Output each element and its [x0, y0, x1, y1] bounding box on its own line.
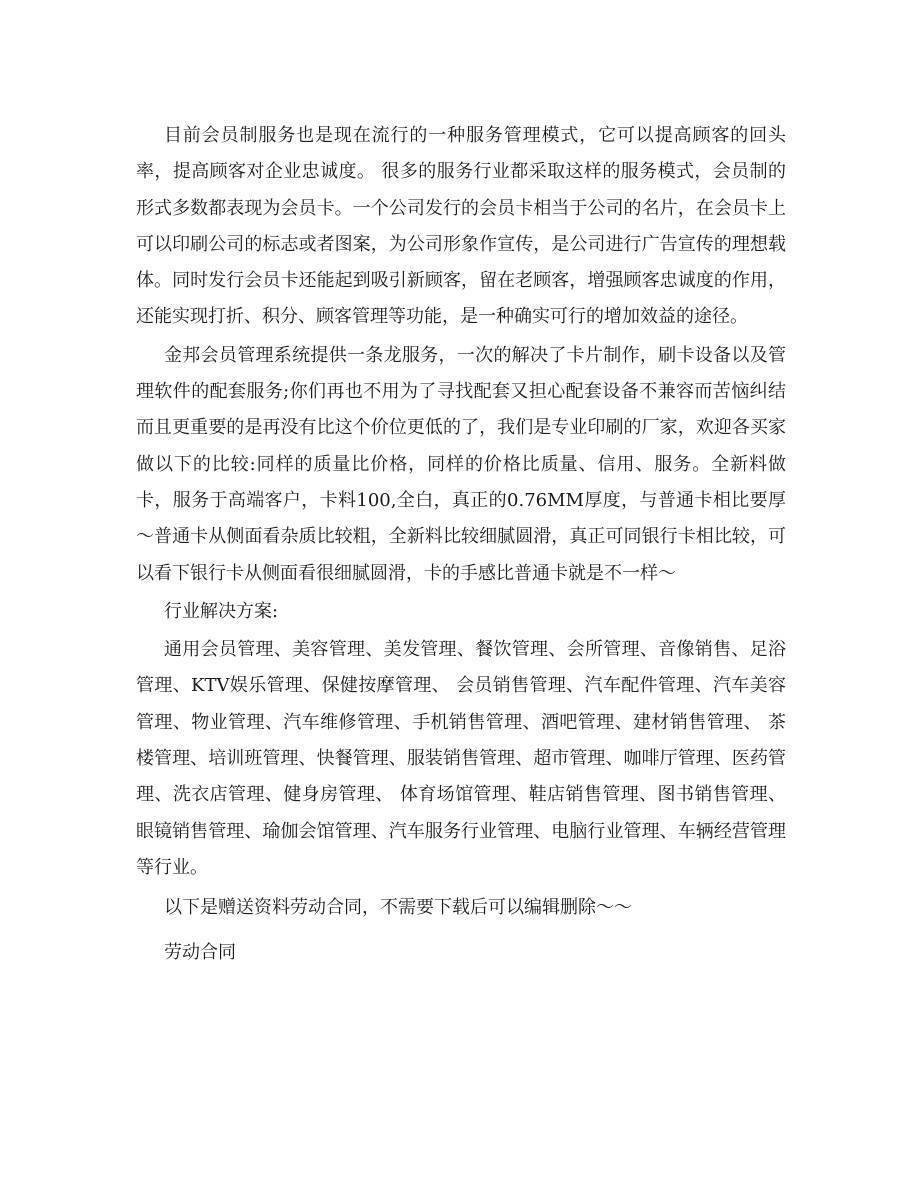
document-body: [136, 118, 786, 971]
paragraph-industry-solutions-heading: 行业解决方案:: [164, 600, 279, 622]
paragraph-industry-list: 通用会员管理、美容管理、美发管理、餐饮管理、会所管理、音像销售、足浴管理、KTV娱乐管理、保健按摩管理、 会员销售管理、汽车配件管理、汽车美容管理、物业管理、汽车维修管理、手机销售管理、酒吧管理、建材销售管理、 茶楼管理、培训班管理、快餐管理、服装销售管理、超市管理、咖啡厅管理、医药管理、洗衣店管理、健身房管理、 体育场馆管理、鞋店销售管理、图书销售管理、眼镜销售管理、瑜伽会馆管理、汽车服务行业管理、电脑行业管理、车辆经营管理等行业。: [136, 639, 786, 878]
paragraph-membership-intro: 目前会员制服务也是现在流行的一种服务管理模式，它可以提高顾客的回头率，提高顾客对企业忠诚度。 很多的服务行业都采取这样的服务模式，会员制的形式多数都表现为会员卡。一个公司发行的会员卡相当于公司的名片，在会员卡上可以印刷公司的标志或者图案，为公司形象作宣传，是公司进行广告宣传的理想载体。同时发行会员卡还能起到吸引新顾客，留在老顾客，增强顾客忠诚度的作用，还能实现打折、积分、顾客管理等功能，是一种确实可行的增加效益的途径。: [136, 125, 786, 328]
paragraph-jinbang-system: 金邦会员管理系统提供一条龙服务，一次的解决了卡片制作，刷卡设备以及管理软件的配套服务;你们再也不用为了寻找配套又担心配套设备不兼容而苦恼纠结而且更重要的是再没有比这个价位更低的了，我们是专业印刷的厂家，欢迎各买家做以下的比较:同样的质量比价格，同样的价格比质量、信用、服务。全新料做卡，服务于高端客户，卡料100,全白，真正的0.76MM厚度，与普通卡相比要厚～普通卡从侧面看杂质比较粗，全新料比较细腻圆滑，真正可同银行卡相比较，可以看下银行卡从侧面看很细腻圆滑，卡的手感比普通卡就是不一样～: [136, 344, 786, 584]
paragraph-gift-note: 以下是赠送资料劳动合同，不需要下载后可以编辑删除～～: [164, 897, 632, 919]
paragraph-labor-contract-title: 劳动合同: [164, 941, 236, 963]
